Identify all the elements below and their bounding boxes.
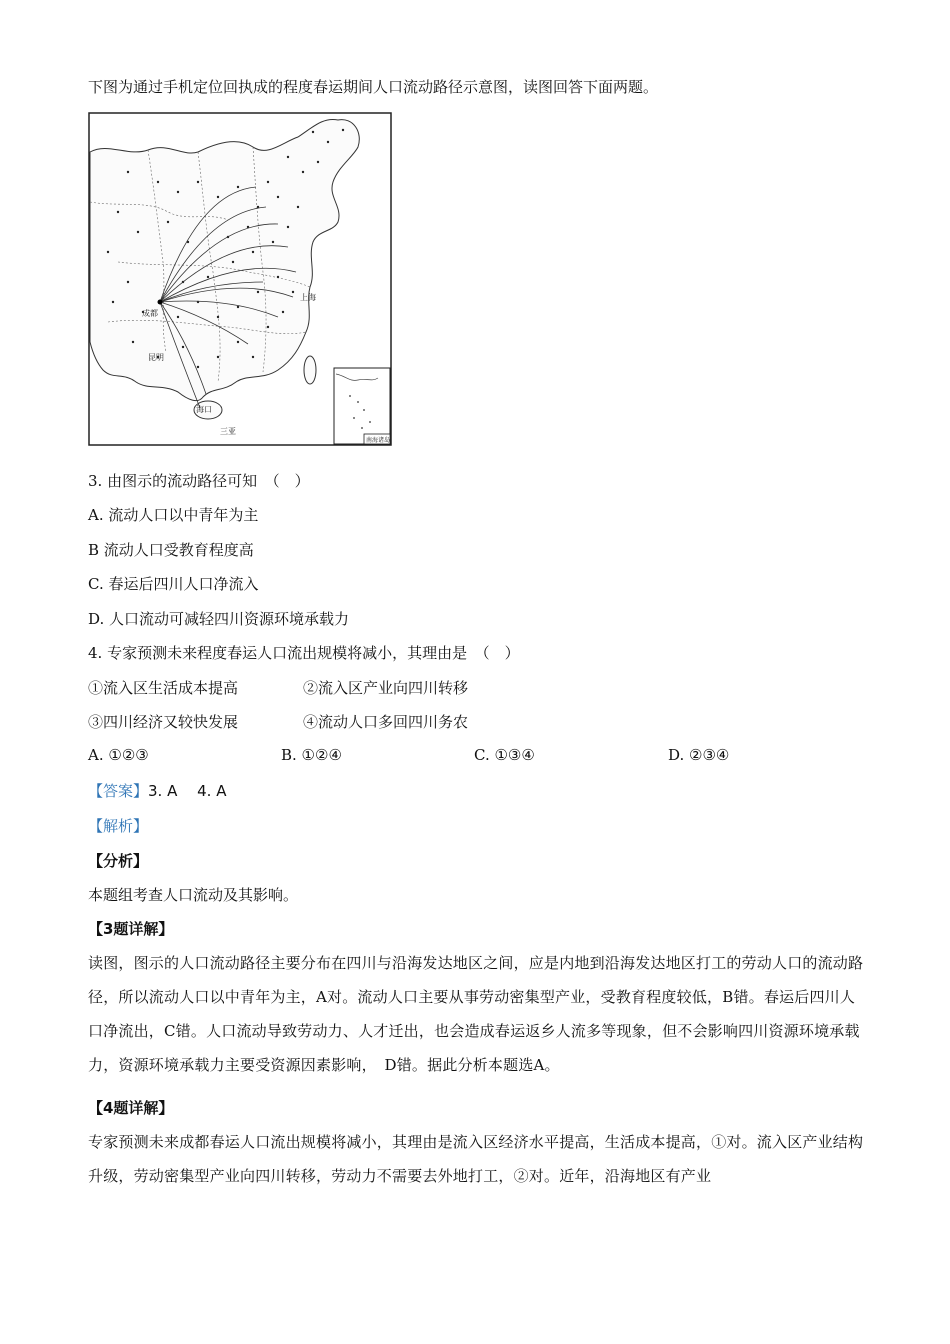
q4-item-3: ③四川经济又较快发展 xyxy=(88,713,239,731)
intro-text: 下图为通过手机定位回执成的程度春运期间人口流动路径示意图，读图回答下面两题。 xyxy=(88,78,659,96)
detail3-text: 读图，图示的人口流动路径主要分布在四川与沿海发达地区之间，应是内地到沿海发达地区打工的劳动人口的流动路径，所以流动人口以中青年为主，A对。流动人口主要从事劳动密集型产业，受教育程度较低，B错。春运后四川人口净流出，C错。人口流动导致劳动力、人才迁出，也会造成春运返乡人流多等现象，但不会影响四川资源环境承载力，资源环境承载力主要受资源因素影响， D错。据此分析本题选A。 xyxy=(88,954,864,1074)
q4-item-4: ④流动人口多回四川务农 xyxy=(303,713,469,731)
q4-choice-b: B. ①②④ xyxy=(281,746,342,764)
q4-choice-c: C. ①③④ xyxy=(474,746,535,764)
q3-option-d: D. 人口流动可减轻四川资源环境承载力 xyxy=(88,610,350,628)
q3-option-c: C. 春运后四川人口净流入 xyxy=(88,575,259,593)
q3-option-a: A. 流动人口以中青年为主 xyxy=(88,506,259,524)
q4-item-2: ②流入区产业向四川转移 xyxy=(303,679,469,697)
q4-choice-d: D. ②③④ xyxy=(668,746,730,764)
q4-item-1: ①流入区生活成本提高 xyxy=(88,679,239,697)
map-label-kunming: 昆明 xyxy=(148,353,164,362)
fenxi-title: 【分析】 xyxy=(88,852,149,870)
q4-choice-a: A. ①②③ xyxy=(88,746,149,764)
detail4-text: 专家预测未来成都春运人口流出规模将减小，其理由是流入区经济水平提高，生活成本提高，①对。流入区产业结构升级，劳动密集型产业向四川转移，劳动力不需要去外地打工，②对。近年，沿海地区有产业 xyxy=(88,1133,864,1185)
q3-stem: 3. 由图示的流动路径可知 （ ） xyxy=(88,472,310,490)
q3-option-b: B 流动人口受教育程度高 xyxy=(88,541,254,559)
map-figure xyxy=(88,112,392,446)
analysis-tag: 【解析】 xyxy=(88,817,149,835)
detail3-title: 【3题详解】 xyxy=(88,920,174,938)
answer-line xyxy=(88,780,226,801)
population-flow-map xyxy=(88,112,392,446)
inset-label: 南海诸岛 xyxy=(366,437,391,444)
answer-tag: 【答案】 xyxy=(88,782,149,800)
answer-text: 3. A 4. A xyxy=(148,782,227,800)
map-label-chengdu: 成都 xyxy=(142,309,158,318)
map-label-sanya: 三亚 xyxy=(220,427,236,436)
detail4-title: 【4题详解】 xyxy=(88,1099,174,1117)
south-china-sea-inset xyxy=(334,368,390,444)
map-label-haikou: 海口 xyxy=(196,405,212,414)
map-label-shanghai: 上海 xyxy=(300,293,316,302)
fenxi-text: 本题组考查人口流动及其影响。 xyxy=(88,886,299,904)
q4-stem: 4. 专家预测未来程度春运人口流出规模将减小，其理由是 （ ） xyxy=(88,644,520,662)
